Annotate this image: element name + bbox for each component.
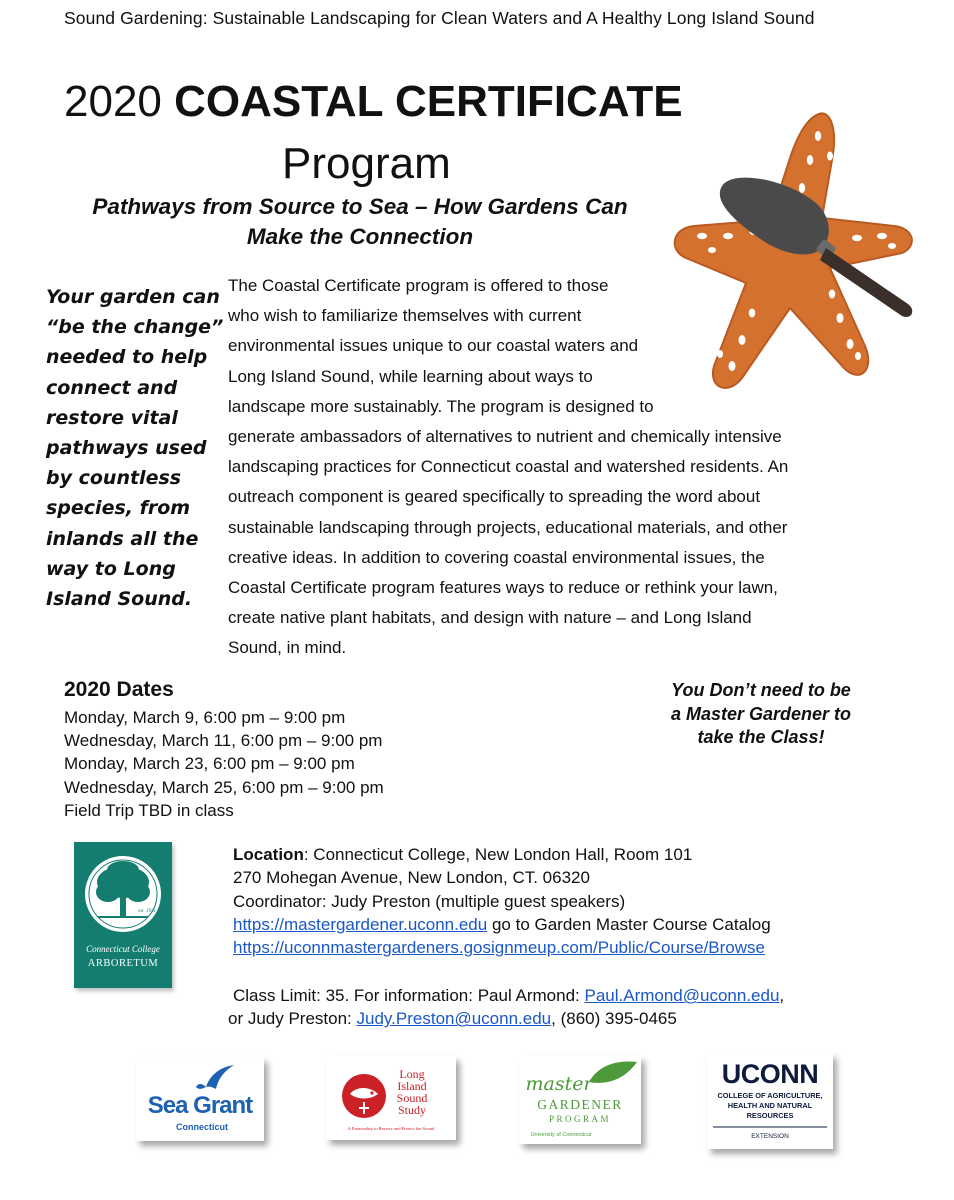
mg-sub: University of Connecticut bbox=[530, 1132, 592, 1138]
leaf-icon bbox=[589, 1062, 637, 1083]
title-program: Program bbox=[282, 139, 451, 188]
master-gardener-logo bbox=[519, 1056, 641, 1144]
sidebar-line: Island Sound. bbox=[46, 588, 193, 611]
uconn-line2: HEALTH AND NATURAL bbox=[727, 1101, 813, 1110]
coordinator-line: Coordinator: Judy Preston (multiple guest speakers) bbox=[233, 891, 626, 911]
location-block bbox=[233, 843, 771, 959]
sidebar-line: connect and bbox=[46, 376, 178, 399]
lis-study-logo bbox=[326, 1056, 456, 1140]
lis-tagline: A Partnership to Restore and Protect the Sound bbox=[347, 1126, 435, 1131]
seagrant-sub: Connecticut bbox=[175, 1122, 229, 1132]
intro-line: who wish to familiarize themselves with current bbox=[228, 306, 582, 326]
date-item: Monday, March 23, 6:00 pm – 9:00 pm bbox=[64, 754, 355, 774]
uconn-logo bbox=[707, 1053, 833, 1149]
intro-line: create native plant habitats, and design with nature – and Long Island bbox=[228, 608, 752, 628]
sidebar-line: by countless bbox=[46, 467, 182, 490]
intro-line: generate ambassadors of alternatives to nutrient and chemically intensive bbox=[228, 427, 782, 446]
dates-list bbox=[64, 706, 384, 822]
arboretum-logo bbox=[74, 842, 172, 988]
mg-line2: PROGRAM bbox=[548, 1114, 612, 1124]
location-line bbox=[233, 843, 771, 866]
sidebar-quote bbox=[46, 282, 226, 614]
course-browse-line bbox=[233, 936, 771, 959]
lis-line1: Long bbox=[399, 1067, 425, 1081]
intro-line: environmental issues unique to our coastal waters and bbox=[228, 336, 639, 356]
date-item: Field Trip TBD in class bbox=[64, 800, 234, 820]
class-limit-block bbox=[228, 984, 878, 1031]
uconn-line4: EXTENSION bbox=[751, 1133, 789, 1140]
intro-paragraph-top bbox=[228, 271, 708, 422]
mastergardener-link[interactable]: https://mastergardener.uconn.edu bbox=[233, 914, 488, 934]
starfish-trowel-illustration bbox=[672, 108, 922, 393]
title-main: COASTAL CERTIFICATE bbox=[174, 77, 683, 126]
catalog-suffix: go to Garden Master Course Catalog bbox=[487, 914, 771, 934]
sidebar-line: inlands all the bbox=[46, 527, 199, 550]
lis-line4: Study bbox=[397, 1103, 427, 1117]
title-year: 2020 bbox=[64, 77, 162, 126]
contact-phone: , (860) 395-0465 bbox=[551, 1009, 677, 1029]
bird-icon bbox=[196, 1065, 234, 1089]
date-item: Monday, March 9, 6:00 pm – 9:00 pm bbox=[64, 708, 346, 727]
sidebar-line: pathways used bbox=[46, 437, 207, 460]
intro-paragraph-bottom bbox=[228, 422, 928, 664]
location-label: Location bbox=[233, 845, 304, 864]
uconn-line3: RESOURCES bbox=[746, 1111, 794, 1120]
contact-line bbox=[228, 1007, 878, 1030]
arboretum-est: est. 1931 bbox=[138, 909, 157, 914]
course-browse-link[interactable]: https://uconnmastergardeners.gosignmeup.com/Public/Course/Browse bbox=[233, 938, 765, 958]
intro-line: landscaping practices for Connecticut coastal and watershed residents. An bbox=[228, 457, 789, 477]
seagrant-name: Sea Grant bbox=[147, 1092, 253, 1119]
arboretum-emblem bbox=[74, 842, 172, 988]
paul-email-link[interactable]: Paul.Armond@uconn.edu bbox=[584, 986, 780, 1005]
no-master-gardener-note bbox=[636, 679, 886, 750]
intro-line: sustainable landscaping through projects, educational materials, and other bbox=[228, 517, 788, 537]
arboretum-line2: ARBORETUM bbox=[87, 958, 159, 969]
location-value: : Connecticut College, New London Hall, Room 101 bbox=[303, 845, 693, 864]
intro-line: Sound, in mind. bbox=[228, 638, 347, 658]
seagrant-logo bbox=[136, 1057, 264, 1141]
arboretum-line1: Connecticut College bbox=[86, 944, 160, 954]
mg-script: master bbox=[525, 1073, 593, 1095]
mg-line1: GARDENER bbox=[537, 1097, 623, 1112]
date-item: Wednesday, March 11, 6:00 pm – 9:00 pm bbox=[64, 731, 383, 751]
judy-email-link[interactable]: Judy.Preston@uconn.edu bbox=[356, 1009, 552, 1029]
intro-line: landscape more sustainably. The program is designed to bbox=[228, 396, 654, 416]
address-line: 270 Mohegan Avenue, New London, CT. 06320 bbox=[233, 868, 590, 888]
sidebar-line: needed to help bbox=[46, 346, 208, 369]
intro-line: The Coastal Certificate program is offered to those bbox=[228, 276, 609, 295]
sidebar-line: Your garden can bbox=[46, 286, 220, 308]
subtitle-line: Make the Connection bbox=[246, 224, 474, 249]
sidebar-line: way to Long bbox=[46, 557, 176, 580]
class-limit-line bbox=[228, 984, 878, 1007]
catalog-line bbox=[233, 913, 771, 936]
dates-heading: 2020 Dates bbox=[64, 678, 174, 701]
sidebar-line: “be the change” bbox=[46, 316, 224, 339]
sidebar-line: restore vital bbox=[46, 406, 178, 429]
subtitle bbox=[50, 192, 670, 252]
intro-line: outreach component is geared specifically to spreading the word about bbox=[228, 487, 761, 507]
uconn-line1: COLLEGE OF AGRICULTURE, bbox=[717, 1091, 823, 1100]
class-limit-comma: , bbox=[779, 986, 785, 1005]
header-line: Sound Gardening: Sustainable Landscaping for Clean Waters and A Healthy Long Island Sound bbox=[64, 8, 815, 28]
contact-prefix: or Judy Preston: bbox=[228, 1009, 357, 1029]
intro-line: creative ideas. In addition to covering coastal environmental issues, the bbox=[228, 547, 765, 567]
note-line: a Master Gardener to bbox=[670, 703, 852, 724]
date-item: Wednesday, March 25, 6:00 pm – 9:00 pm bbox=[64, 777, 384, 797]
intro-line: Coastal Certificate program features ways to reduce or rethink your lawn, bbox=[228, 578, 778, 598]
subtitle-line: Pathways from Source to Sea – How Gardens Can bbox=[92, 194, 628, 219]
uconn-name: UCONN bbox=[721, 1059, 819, 1089]
page-title bbox=[64, 76, 683, 128]
lis-line2: Island bbox=[397, 1079, 427, 1093]
intro-line: Long Island Sound, while learning about ways to bbox=[228, 366, 593, 386]
lis-line3: Sound bbox=[396, 1091, 428, 1105]
note-line: take the Class! bbox=[697, 727, 825, 747]
note-line: You Don’t need to be bbox=[671, 680, 851, 700]
sidebar-line: species, from bbox=[46, 497, 191, 520]
class-limit-prefix: Class Limit: 35. For information: Paul Armond: bbox=[233, 986, 585, 1005]
